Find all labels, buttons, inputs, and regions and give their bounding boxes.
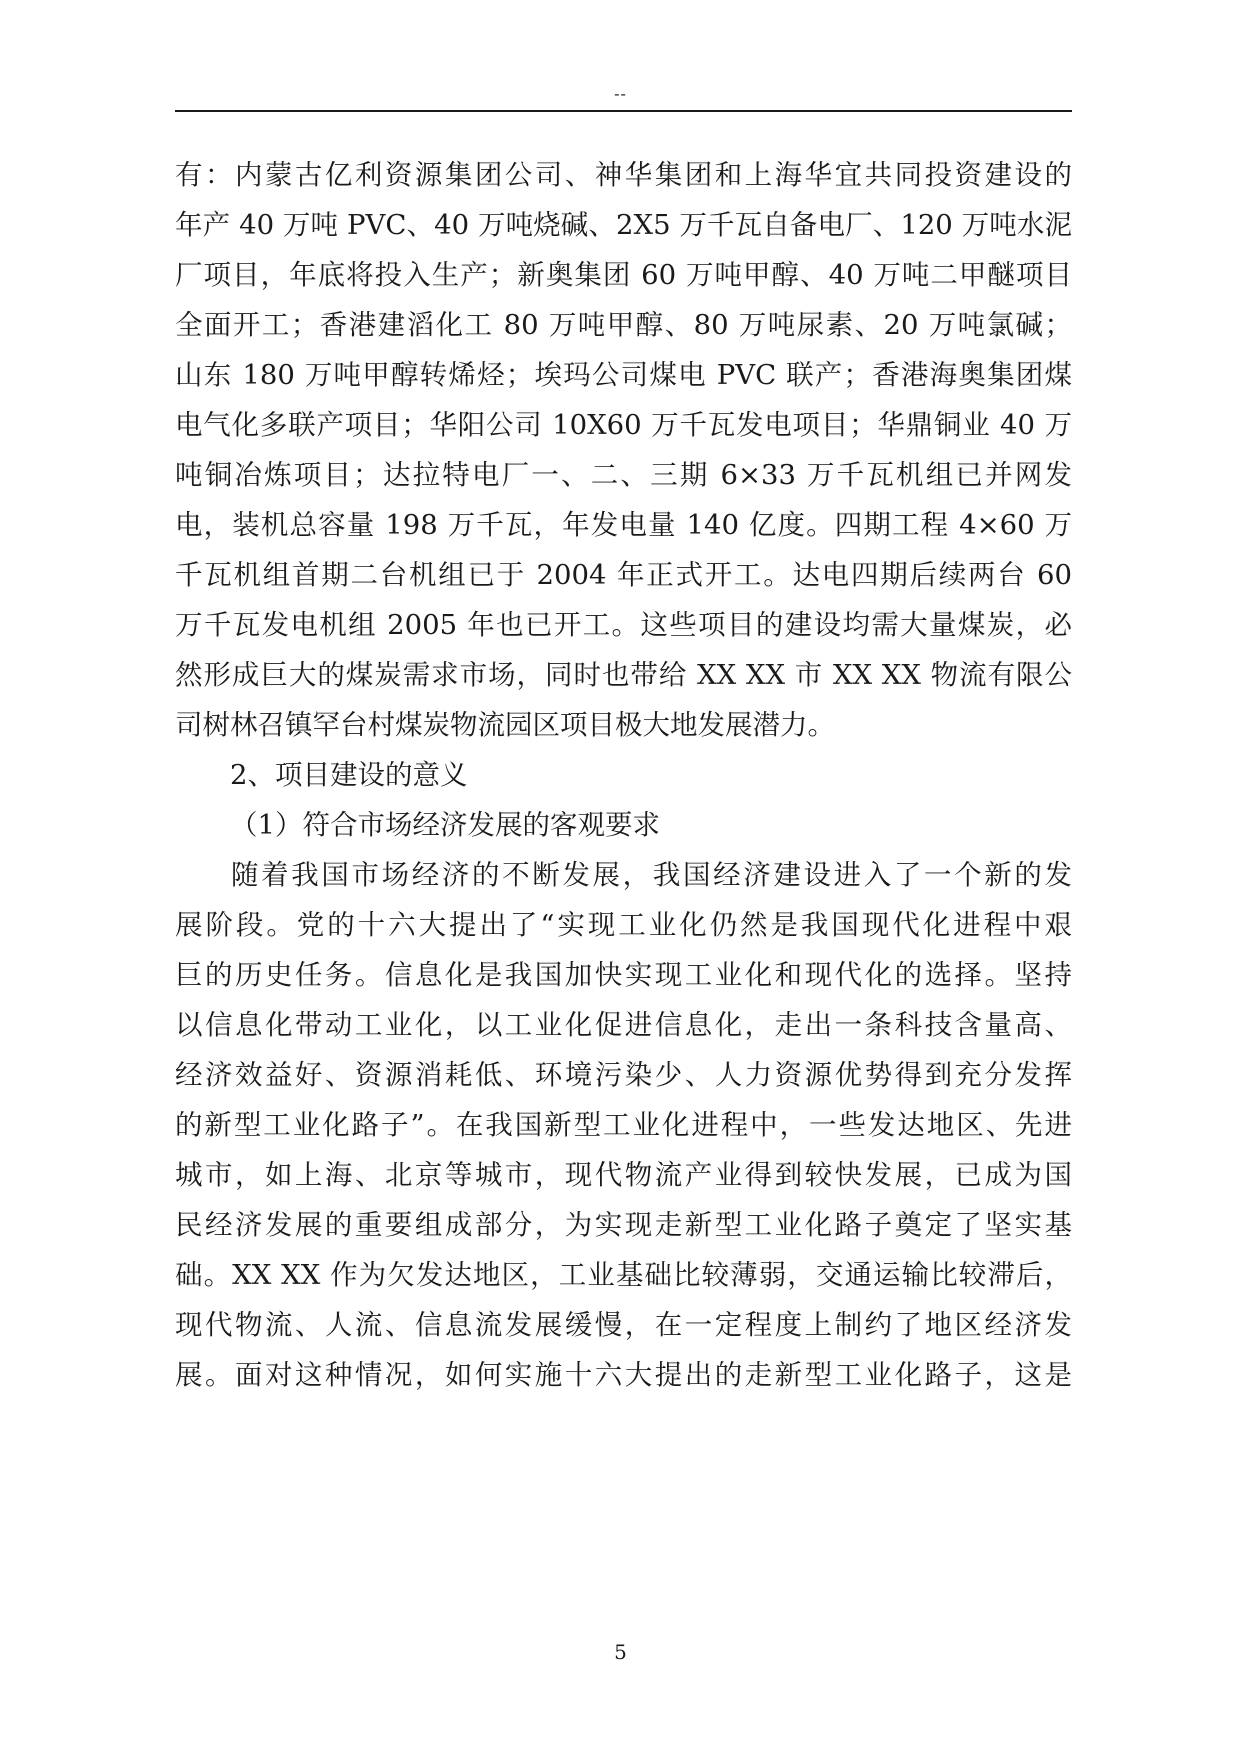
text-line: 万千瓦发电机组 2005 年也已开工。这些项目的建设均需大量煤炭，必 [175, 609, 1072, 641]
text-line: 以信息化带动工业化，以工业化促进信息化，走出一条科技含量高、 [175, 1009, 1072, 1041]
section-heading: 2、项目建设的意义 [230, 759, 468, 791]
text-line: 厂项目，年底将投入生产；新奥集团 60 万吨甲醇、40 万吨二甲醚项目 [175, 259, 1072, 291]
text-line: 电气化多联产项目；华阳公司 10X60 万千瓦发电项目；华鼎铜业 40 万 [175, 409, 1072, 441]
text-line: 展。面对这种情况，如何实施十六大提出的走新型工业化路子，这是 [175, 1359, 1072, 1391]
text-line: 的新型工业化路子”。在我国新型工业化进程中，一些发达地区、先进 [175, 1109, 1072, 1141]
paragraph-1 [175, 150, 1072, 750]
header-mark: -- [614, 84, 627, 103]
text-line: 展阶段。党的十六大提出了“实现工业化仍然是我国现代化进程中艰 [175, 909, 1072, 941]
text-line: 年产 40 万吨 PVC、40 万吨烧碱、2X5 万千瓦自备电厂、120 万吨水泥 [175, 209, 1072, 241]
text-line: 巨的历史任务。信息化是我国加快实现工业化和现代化的选择。坚持 [175, 959, 1072, 991]
subsection-heading: （1）符合市场经济发展的客观要求 [230, 809, 660, 841]
text-line: 有：内蒙古亿利资源集团公司、神华集团和上海华宜共同投资建设的 [175, 159, 1072, 191]
paragraph-2 [175, 850, 1072, 1400]
text-line: 电，装机总容量 198 万千瓦，年发电量 140 亿度。四期工程 4×60 万 [175, 509, 1072, 541]
text-line: 民经济发展的重要组成部分，为实现走新型工业化路子奠定了坚实基 [175, 1209, 1072, 1241]
text-line: 千瓦机组首期二台机组已于 2004 年正式开工。达电四期后续两台 60 [175, 559, 1072, 591]
text-line: 城市，如上海、北京等城市，现代物流产业得到较快发展，已成为国 [175, 1159, 1072, 1191]
header-rule [175, 110, 1072, 112]
text-line: 现代物流、人流、信息流发展缓慢，在一定程度上制约了地区经济发 [175, 1309, 1072, 1341]
text-line: 司树林召镇罕台村煤炭物流园区项目极大地发展潜力。 [175, 709, 835, 741]
text-line: 山东 180 万吨甲醇转烯烃；埃玛公司煤电 PVC 联产；香港海奥集团煤 [175, 359, 1072, 391]
text-line: 吨铜冶炼项目；达拉特电厂一、二、三期 6×33 万千瓦机组已并网发 [175, 459, 1072, 491]
text-line: 随着我国市场经济的不断发展，我国经济建设进入了一个新的发 [231, 859, 1072, 891]
text-line: 础。XX XX 作为欠发达地区，工业基础比较薄弱，交通运输比较滞后， [175, 1259, 1072, 1291]
body-text [175, 150, 1072, 1400]
text-line: 经济效益好、资源消耗低、环境污染少、人力资源优势得到充分发挥 [175, 1059, 1072, 1091]
text-line: 然形成巨大的煤炭需求市场，同时也带给 XX XX 市 XX XX 物流有限公 [175, 659, 1072, 691]
page-number: 5 [614, 1640, 627, 1664]
text-line: 全面开工；香港建滔化工 80 万吨甲醇、80 万吨尿素、20 万吨氯碱； [175, 309, 1072, 341]
